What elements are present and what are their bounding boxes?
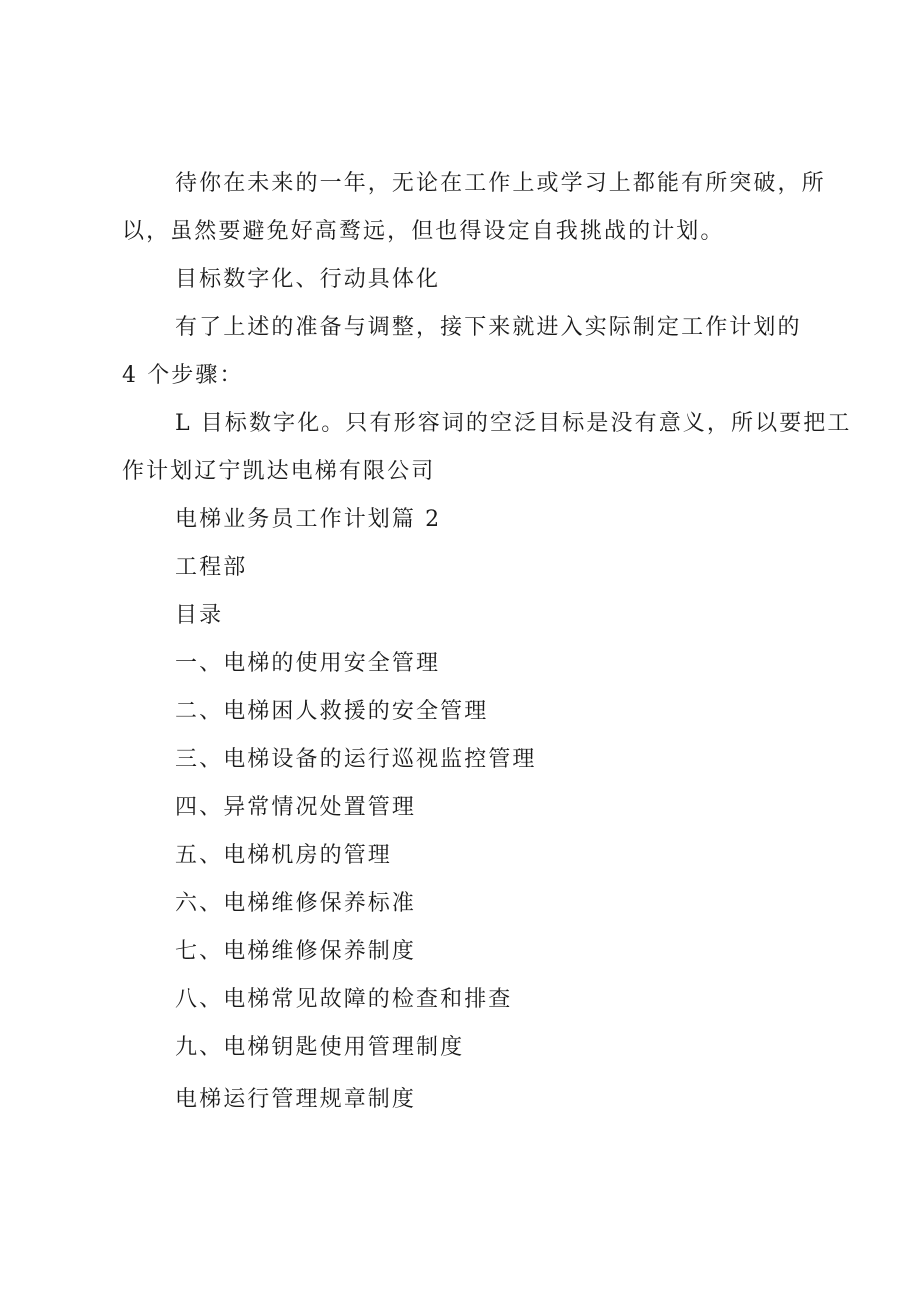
section-heading: 目标数字化、行动具体化 — [175, 267, 441, 292]
toc-item: 五、电梯机房的管理 — [175, 843, 392, 868]
toc-item: 七、电梯维修保养制度 — [175, 939, 417, 964]
paragraph-line: 4 个步骤： — [122, 363, 244, 388]
department-label: 工程部 — [175, 555, 248, 580]
toc-item: 四、异常情况处置管理 — [175, 795, 417, 820]
paragraph-line: 作计划辽宁凯达电梯有限公司 — [122, 459, 436, 484]
toc-item: 九、电梯钥匙使用管理制度 — [175, 1035, 465, 1060]
toc-item: 三、电梯设备的运行巡视监控管理 — [175, 747, 537, 772]
toc-item: 六、电梯维修保养标准 — [175, 891, 417, 916]
paragraph-line: 以，虽然要避免好高鹜远，但也得设定自我挑战的计划。 — [122, 219, 725, 244]
document-title: 电梯业务员工作计划篇 2 — [175, 507, 442, 532]
toc-heading: 目录 — [175, 603, 224, 628]
toc-item: 八、电梯常见故障的检查和排查 — [175, 987, 513, 1012]
paragraph-line: L 目标数字化。只有形容词的空泛目标是没有意义，所以要把工 — [175, 411, 852, 436]
paragraph-line: 有了上述的准备与调整，接下来就进入实际制定工作计划的 — [175, 315, 802, 340]
paragraph-line: 待你在未来的一年，无论在工作上或学习上都能有所突破，所 — [175, 171, 826, 196]
toc-item: 一、电梯的使用安全管理 — [175, 651, 441, 676]
toc-item: 二、电梯困人救援的安全管理 — [175, 699, 489, 724]
section-heading: 电梯运行管理规章制度 — [175, 1087, 417, 1112]
